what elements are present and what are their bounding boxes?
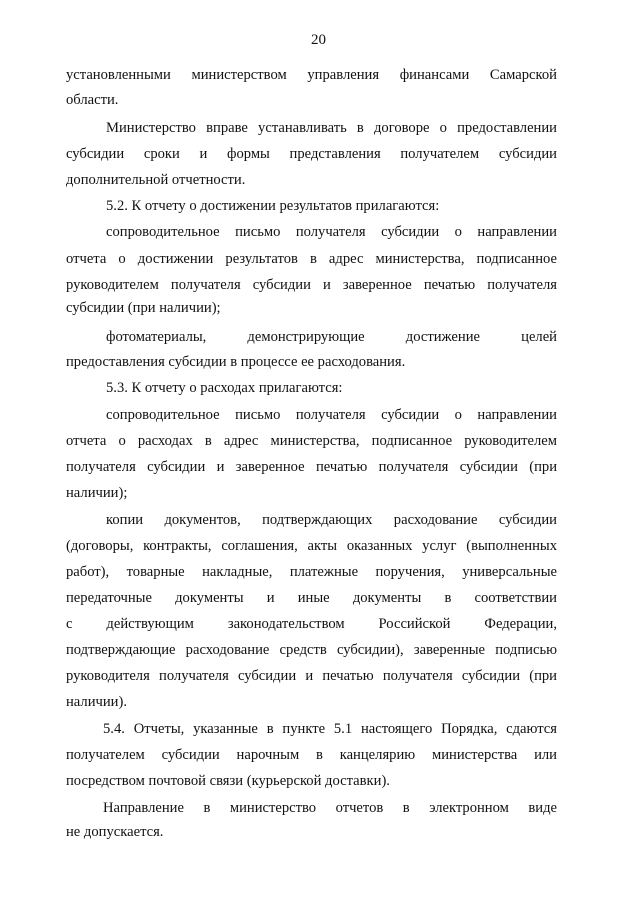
text-line: отчета о расходах в адрес министерства, подписанное руководителем [66, 433, 557, 449]
text-line: предоставления субсидии в процессе ее расходования. [66, 354, 406, 370]
text-line: области. [66, 92, 119, 108]
text-line: 5.4. Отчеты, указанные в пункте 5.1 настоящего Порядка, сдаются [103, 721, 557, 737]
text-line: дополнительной отчетности. [66, 172, 246, 188]
text-line: установленными министерством управления финансами Самарской [66, 67, 557, 83]
text-line: сопроводительное письмо получателя субсидии о направлении [106, 407, 557, 423]
text-line: наличии); [66, 485, 128, 501]
text-line: отчета о достижении результатов в адрес министерства, подписанное [66, 251, 557, 267]
text-line: не допускается. [66, 824, 164, 840]
text-line: работ), товарные накладные, платежные поручения, универсальные [66, 564, 557, 580]
text-line: субсидии сроки и формы представления получателем субсидии [66, 146, 557, 162]
text-line: 5.3. К отчету о расходах прилагаются: [106, 380, 343, 396]
text-line: копии документов, подтверждающих расходование субсидии [106, 512, 557, 528]
text-line: получателем субсидии нарочным в канцелярию министерства или [66, 747, 557, 763]
text-line: руководителя получателя субсидии и печатью получателя субсидии (при [66, 668, 557, 684]
text-line: Министерство вправе устанавливать в договоре о предоставлении [106, 120, 557, 136]
text-line: субсидии (при наличии); [66, 300, 221, 316]
text-line: руководителем получателя субсидии и заверенное печатью получателя [66, 277, 557, 293]
text-line: подтверждающие расходование средств субсидии), заверенные подписью [66, 642, 557, 658]
page-number: 20 [311, 32, 326, 48]
text-line: посредством почтовой связи (курьерской доставки). [66, 773, 390, 789]
text-line: Направление в министерство отчетов в электронном виде [103, 800, 557, 816]
text-line: сопроводительное письмо получателя субсидии о направлении [106, 224, 557, 240]
text-line: (договоры, контракты, соглашения, акты оказанных услуг (выполненных [66, 538, 557, 554]
text-line: получателя субсидии и заверенное печатью получателя субсидии (при [66, 459, 557, 475]
text-line: фотоматериалы, демонстрирующие достижение целей [106, 329, 557, 345]
text-line: 5.2. К отчету о достижении результатов прилагаются: [106, 198, 440, 214]
text-line: передаточные документы и иные документы в соответствии [66, 590, 557, 606]
text-line: наличии). [66, 694, 127, 710]
text-line: с действующим законодательством Российской Федерации, [66, 616, 557, 632]
